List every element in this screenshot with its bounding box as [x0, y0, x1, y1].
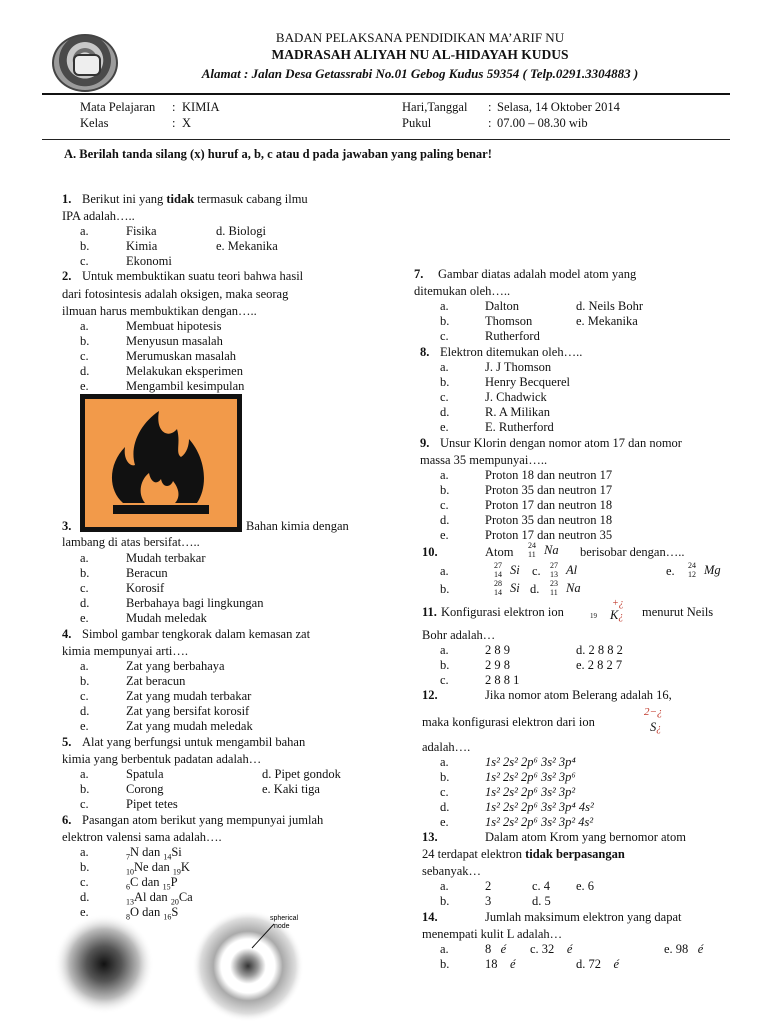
q2-option-a-key[interactable]: a.: [80, 319, 89, 333]
q10-text-tail: berisobar dengan…..: [580, 545, 685, 559]
figure-label-spherical: spherical: [270, 915, 299, 922]
q11-option-d[interactable]: d. 2 8 8 2: [576, 643, 623, 657]
q9-text-2: massa 35 mempunyai…..: [420, 453, 548, 467]
subject-colon: :: [172, 100, 176, 114]
q5-option-c[interactable]: Pipet tetes: [126, 797, 178, 811]
q6-option-c[interactable]: $_6$C dan $_{15}$P: [126, 875, 178, 892]
q4-option-c[interactable]: Zat yang mudah terbakar: [126, 689, 252, 703]
q4-option-b-key[interactable]: b.: [80, 674, 90, 688]
q5-text-2: kimia yang berbentuk padatan adalah…: [62, 752, 262, 766]
flammable-symbol-icon: [80, 394, 242, 532]
q1-option-e[interactable]: e. Mekanika: [216, 239, 278, 253]
q9-option-e-key[interactable]: e.: [440, 528, 449, 542]
subject-value: KIMIA: [182, 100, 220, 114]
q9-option-c[interactable]: Proton 17 dan neutron 18: [485, 498, 613, 512]
q13-option-b-key[interactable]: b.: [440, 894, 450, 908]
q6-option-b[interactable]: $_{10}$Ne dan $_{19}$K: [126, 860, 190, 877]
q10-option-a[interactable]: 27 14 Si: [494, 561, 520, 580]
q14-option-e[interactable]: e. 98 é: [664, 942, 704, 956]
q6-text-1: Pasangan atom berikut yang mempunyai jumlah: [82, 813, 324, 827]
q3-option-e[interactable]: Mudah meledak: [126, 611, 207, 625]
q9-option-d[interactable]: Proton 35 dan neutron 18: [485, 513, 613, 527]
q4-option-e-key[interactable]: e.: [80, 719, 89, 733]
q9-option-d-key[interactable]: d.: [440, 513, 450, 527]
q14-option-b[interactable]: 18 é: [485, 957, 516, 971]
q8-option-b[interactable]: Henry Becquerel: [485, 375, 571, 389]
q8-option-e-key[interactable]: e.: [440, 420, 449, 434]
q2-option-d[interactable]: Melakukan eksperimen: [126, 364, 243, 378]
time-label: Pukul: [402, 116, 432, 130]
q11-ion-z: 19: [590, 612, 597, 620]
q3-number: 3.: [62, 519, 72, 533]
q8-text-1: Elektron ditemukan oleh…..: [440, 345, 583, 359]
q4-number: 4.: [62, 627, 72, 641]
q9-option-c-key[interactable]: c.: [440, 498, 449, 512]
q9-option-a-key[interactable]: a.: [440, 468, 449, 482]
q4-option-d-key[interactable]: d.: [80, 704, 90, 718]
q2-option-c-key[interactable]: c.: [80, 349, 89, 363]
q14-text-1: Jumlah maksimum elektron yang dapat: [485, 910, 682, 924]
q10-option-c[interactable]: 27 13 Al: [550, 561, 578, 580]
q7-text-2: ditemukan oleh…..: [414, 284, 511, 298]
q6-text-2: elektron valensi sama adalah….: [62, 830, 222, 844]
q5-number: 5.: [62, 735, 72, 749]
q6-option-a-key[interactable]: a.: [80, 845, 89, 859]
q9-option-b-key[interactable]: b.: [440, 483, 450, 497]
q1-option-c[interactable]: Ekonomi: [126, 254, 172, 268]
q1-text: Berikut ini yang tidak termasuk cabang ilmu: [82, 192, 308, 206]
q1-number: 1.: [62, 192, 72, 206]
q3-option-a-key[interactable]: a.: [80, 551, 89, 565]
class-colon: :: [172, 116, 176, 130]
q13-number: 13.: [422, 830, 438, 844]
q8-option-e[interactable]: E. Rutherford: [485, 420, 554, 434]
q12-option-c[interactable]: 1s² 2s² 2p⁶ 3s² 3p²: [485, 785, 576, 799]
q6-option-d-key[interactable]: d.: [80, 890, 90, 904]
info-rule: [42, 139, 730, 140]
q6-option-c-key[interactable]: c.: [80, 875, 89, 889]
q1-option-b-key[interactable]: b.: [80, 239, 90, 253]
q11-number: 11.: [422, 605, 437, 619]
q6-number: 6.: [62, 813, 72, 827]
q12-ion-charge: 2−¿: [644, 706, 663, 718]
q9-option-b[interactable]: Proton 35 dan neutron 17: [485, 483, 613, 497]
q9-option-e[interactable]: Proton 17 dan neutron 35: [485, 528, 613, 542]
q2-option-c[interactable]: Merumuskan masalah: [126, 349, 237, 363]
q7-text-1: Gambar diatas adalah model atom yang: [438, 267, 637, 281]
q11-option-b[interactable]: 2 9 8: [485, 658, 510, 672]
q13-option-d[interactable]: d. 5: [532, 894, 551, 908]
q2-option-e[interactable]: Mengambil kesimpulan: [126, 379, 245, 393]
figure-label-node: node: [274, 923, 290, 930]
atom-orbital-figure: [52, 912, 314, 1022]
q11-option-c-key[interactable]: c.: [440, 673, 449, 687]
q2-text-1: Untuk membuktikan suatu teori bahwa hasil: [82, 269, 304, 283]
q10-option-b[interactable]: 28 14 Si: [494, 579, 520, 598]
q2-option-e-key[interactable]: e.: [80, 379, 89, 393]
q12-option-a[interactable]: 1s² 2s² 2p⁶ 3s² 3p⁴: [485, 755, 576, 769]
q12-text-1: Jika nomor atom Belerang adalah 16,: [485, 688, 672, 702]
header-rule: [42, 93, 730, 95]
q11-option-a[interactable]: 2 8 9: [485, 643, 510, 657]
q13-text-2: 24 terdapat elektron tidak berpasangan: [422, 847, 625, 861]
q2-option-a[interactable]: Membuat hipotesis: [126, 319, 222, 333]
q12-option-c-key[interactable]: c.: [440, 785, 449, 799]
q11-ion-charge: +¿: [612, 598, 624, 609]
q6-option-b-key[interactable]: b.: [80, 860, 90, 874]
q11-text-1b: menurut Neils: [642, 605, 714, 619]
q4-option-c-key[interactable]: c.: [80, 689, 89, 703]
q11-option-e[interactable]: e. 2 8 2 7: [576, 658, 623, 672]
q2-option-d-key[interactable]: d.: [80, 364, 90, 378]
q5-option-a-key[interactable]: a.: [80, 767, 89, 781]
q13-text-1: Dalam atom Krom yang bernomor atom: [485, 830, 686, 844]
q12-number: 12.: [422, 688, 438, 702]
q6-option-e[interactable]: $_8$O dan $_{16}$S: [126, 905, 179, 922]
q14-number: 14.: [422, 910, 438, 924]
q5-option-e[interactable]: e. Kaki tiga: [262, 782, 320, 796]
q1-option-b[interactable]: Kimia: [126, 239, 158, 253]
q7-number: 7.: [414, 267, 424, 281]
q14-option-c[interactable]: c. 32 é: [530, 942, 573, 956]
q6-option-d[interactable]: $_{13}$Al dan $_{20}$Ca: [126, 890, 193, 907]
date-label: Hari,Tanggal: [402, 100, 468, 114]
q9-text-1: Unsur Klorin dengan nomor atom 17 dan nomor: [440, 436, 682, 450]
q13-option-a[interactable]: 2: [485, 879, 492, 893]
q4-option-d[interactable]: Zat yang bersifat korosif: [126, 704, 250, 718]
q12-option-a-key[interactable]: a.: [440, 755, 449, 769]
q7-option-d[interactable]: d. Neils Bohr: [576, 299, 644, 313]
q13-text-3: sebanyak…: [422, 864, 482, 878]
q2-option-b[interactable]: Menyusun masalah: [126, 334, 223, 348]
q11-text-1: Konfigurasi elektron ion: [441, 605, 564, 619]
instruction: A. Berilah tanda silang (x) huruf a, b, c atau d pada jawaban yang paling benar!: [64, 147, 492, 161]
school-logo: [52, 34, 118, 92]
q3-text-1: Bahan kimia dengan: [246, 519, 349, 533]
q3-option-d[interactable]: Berbahaya bagi lingkungan: [126, 596, 264, 610]
q11-option-b-key[interactable]: b.: [440, 658, 450, 672]
header-foundation: BADAN PELAKSANA PENDIDIKAN MA’ARIF NU: [275, 30, 565, 45]
q4-option-a-key[interactable]: a.: [80, 659, 89, 673]
q12-option-e-key[interactable]: e.: [440, 815, 449, 829]
q3-text-2: lambang di atas bersifat…..: [62, 535, 200, 549]
q10-number: 10.: [422, 545, 438, 559]
q5-option-a[interactable]: Spatula: [126, 767, 164, 781]
q1-option-d[interactable]: d. Biologi: [216, 224, 267, 238]
subject-label: Mata Pelajaran: [80, 100, 156, 114]
q12-option-b[interactable]: 1s² 2s² 2p⁶ 3s² 3p⁶: [485, 770, 576, 784]
q4-option-a[interactable]: Zat yang berbahaya: [126, 659, 225, 673]
q7-option-b[interactable]: Thomson: [485, 314, 533, 328]
q8-option-c[interactable]: J. Chadwick: [485, 390, 547, 404]
q1-option-a[interactable]: Fisika: [126, 224, 157, 238]
q1-text-2: IPA adalah…..: [62, 209, 135, 223]
q11-option-c[interactable]: 2 8 8 1: [485, 673, 520, 687]
q6-option-e-key[interactable]: e.: [80, 905, 89, 919]
q5-option-d[interactable]: d. Pipet gondok: [262, 767, 341, 781]
q3-option-b[interactable]: Beracun: [126, 566, 168, 580]
q8-option-c-key[interactable]: c.: [440, 390, 449, 404]
q10-option-b-key[interactable]: b.: [440, 582, 450, 596]
q12-option-b-key[interactable]: b.: [440, 770, 450, 784]
q10-atom-label: Atom: [485, 545, 514, 559]
q3-option-c-key[interactable]: c.: [80, 581, 89, 595]
q7-option-b-key[interactable]: b.: [440, 314, 450, 328]
q2-number: 2.: [62, 269, 72, 283]
q14-option-d[interactable]: d. 72 é: [576, 957, 620, 971]
q13-option-b[interactable]: 3: [485, 894, 492, 908]
q11-option-a-key[interactable]: a.: [440, 643, 449, 657]
q3-option-b-key[interactable]: b.: [80, 566, 90, 580]
q10-option-d-key[interactable]: d.: [530, 582, 540, 596]
q11-ion-symbol: K¿: [610, 608, 624, 622]
q5-option-b-key[interactable]: b.: [80, 782, 90, 796]
q10-option-d[interactable]: 23 11 Na: [550, 579, 581, 598]
q7-option-c-key[interactable]: c.: [440, 329, 449, 343]
q3-option-e-key[interactable]: e.: [80, 611, 89, 625]
q8-option-a-key[interactable]: a.: [440, 360, 449, 374]
q4-option-e[interactable]: Zat yang mudah meledak: [126, 719, 253, 733]
q9-number: 9.: [420, 436, 430, 450]
q3-option-d-key[interactable]: d.: [80, 596, 90, 610]
q8-option-d[interactable]: R. A Milikan: [485, 405, 550, 419]
q1-option-c-key[interactable]: c.: [80, 254, 89, 268]
q10-na24: 24 11 Na: [528, 541, 559, 560]
q4-option-b[interactable]: Zat beracun: [126, 674, 186, 688]
q7-option-a[interactable]: Dalton: [485, 299, 520, 313]
q7-option-c[interactable]: Rutherford: [485, 329, 540, 343]
q3-option-a[interactable]: Mudah terbakar: [126, 551, 206, 565]
q8-number: 8.: [420, 345, 430, 359]
q4-text-1: Simbol gambar tengkorak dalam kemasan zat: [82, 627, 311, 641]
q5-option-b[interactable]: Corong: [126, 782, 164, 796]
q2-option-b-key[interactable]: b.: [80, 334, 90, 348]
q8-option-d-key[interactable]: d.: [440, 405, 450, 419]
orbital-cloud-icon: [52, 912, 314, 1022]
date-value: Selasa, 14 Oktober 2014: [497, 100, 620, 114]
q12-option-e[interactable]: 1s² 2s² 2p⁶ 3s² 3p² 4s²: [485, 815, 594, 829]
q2-text-2: dari fotosintesis adalah oksigen, maka seorag: [62, 287, 289, 301]
q14-option-a[interactable]: 8 é: [485, 942, 507, 956]
q13-option-a-key[interactable]: a.: [440, 879, 449, 893]
class-value: X: [182, 116, 192, 130]
class-label: Kelas: [80, 116, 109, 130]
q14-option-a-key[interactable]: a.: [440, 942, 449, 956]
q12-ion-symbol: S¿: [650, 720, 662, 734]
q10-option-e[interactable]: 24 12 Mg: [688, 561, 721, 580]
q13-option-c[interactable]: c. 4: [532, 879, 551, 893]
q11-text-2: Bohr adalah…: [422, 628, 496, 642]
q1-option-a-key[interactable]: a.: [80, 224, 89, 238]
q2-text-3: ilmuan harus membuktikan dengan…..: [62, 304, 257, 318]
q5-option-c-key[interactable]: c.: [80, 797, 89, 811]
q5-text-1: Alat yang berfungsi untuk mengambil bahan: [82, 735, 306, 749]
q10-option-c-key[interactable]: c.: [532, 564, 541, 578]
q12-option-d-key[interactable]: d.: [440, 800, 450, 814]
q8-option-b-key[interactable]: b.: [440, 375, 450, 389]
time-colon: :: [488, 116, 492, 130]
q9-option-a[interactable]: Proton 18 dan neutron 17: [485, 468, 613, 482]
q14-text-2: menempati kulit L adalah…: [422, 927, 563, 941]
time-value: 07.00 – 08.30 wib: [497, 116, 588, 130]
header-address: Alamat : Jalan Desa Getassrabi No.01 Gebog Kudus 59354 ( Telp.0291.3304883 ): [201, 66, 639, 81]
q14-option-b-key[interactable]: b.: [440, 957, 450, 971]
q12-option-d[interactable]: 1s² 2s² 2p⁶ 3s² 3p⁴ 4s²: [485, 800, 594, 814]
q10-option-e-key[interactable]: e.: [666, 564, 675, 578]
header-school: MADRASAH ALIYAH NU AL-HIDAYAH KUDUS: [271, 47, 569, 62]
q10-option-a-key[interactable]: a.: [440, 564, 449, 578]
q12-text-2: maka konfigurasi elektron dari ion: [422, 715, 595, 729]
q7-option-a-key[interactable]: a.: [440, 299, 449, 313]
q6-option-a[interactable]: $_7$N dan $_{14}$Si: [126, 845, 182, 862]
q4-text-2: kimia mempunyai arti….: [62, 644, 189, 658]
q8-option-a[interactable]: J. J Thomson: [485, 360, 552, 374]
q13-option-e[interactable]: e. 6: [576, 879, 595, 893]
q7-option-e[interactable]: e. Mekanika: [576, 314, 638, 328]
date-colon: :: [488, 100, 492, 114]
q12-text-3: adalah….: [422, 740, 471, 754]
q3-option-c[interactable]: Korosif: [126, 581, 165, 595]
logo-emblem-icon: [73, 54, 101, 76]
